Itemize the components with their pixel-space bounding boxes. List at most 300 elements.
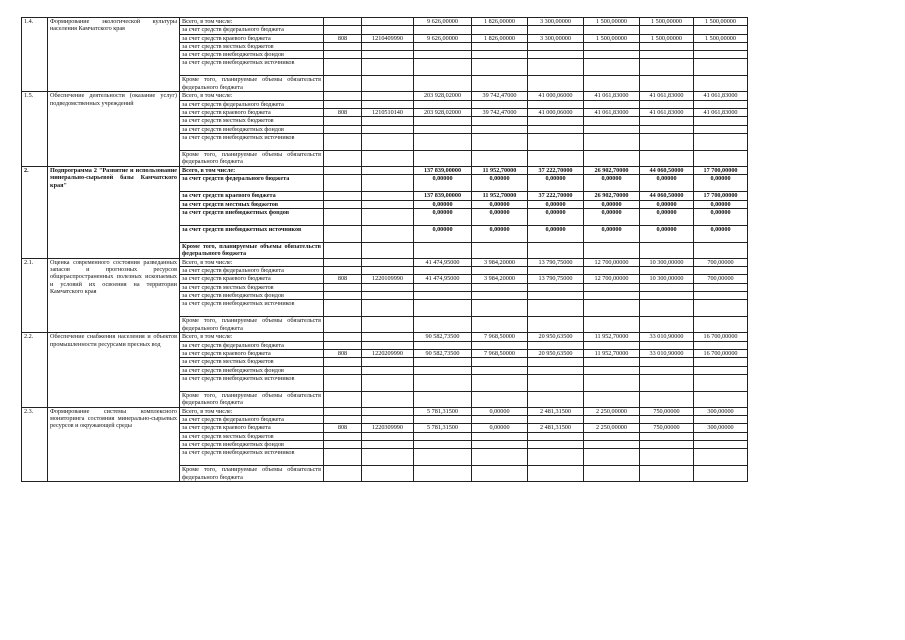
- amount-cell: [640, 292, 694, 300]
- budget-code: [362, 133, 414, 150]
- admin-code: [324, 18, 362, 26]
- budget-table-body: [22, 18, 748, 482]
- amount-cell: 0,00000: [528, 200, 584, 208]
- amount-cell: 41 061,83000: [640, 109, 694, 117]
- amount-cell: [694, 59, 748, 76]
- amount-cell: [414, 26, 472, 34]
- amount-cell: [472, 133, 528, 150]
- amount-cell: 11 952,70000: [472, 192, 528, 200]
- amount-cell: [584, 358, 640, 366]
- admin-code: [324, 208, 362, 225]
- amount-cell: 20 950,63500: [528, 349, 584, 357]
- budget-code: [362, 208, 414, 225]
- amount-cell: [640, 51, 694, 59]
- funding-source: Всего, в том числе:: [180, 92, 324, 100]
- amount-cell: 26 902,70000: [584, 166, 640, 174]
- budget-code: [362, 283, 414, 291]
- amount-cell: 12 700,00000: [584, 275, 640, 283]
- admin-code: 808: [324, 275, 362, 283]
- budget-code: [362, 416, 414, 424]
- amount-cell: 0,00000: [584, 208, 640, 225]
- budget-code: [362, 200, 414, 208]
- amount-cell: [472, 358, 528, 366]
- amount-cell: [528, 242, 584, 258]
- amount-cell: [640, 133, 694, 150]
- amount-cell: 0,00000: [694, 175, 748, 192]
- amount-cell: 41 061,83000: [584, 92, 640, 100]
- amount-cell: [694, 466, 748, 482]
- amount-cell: 17 700,00000: [694, 192, 748, 200]
- amount-cell: 41 474,95000: [414, 275, 472, 283]
- amount-cell: 137 839,00000: [414, 166, 472, 174]
- amount-cell: 44 060,50000: [640, 192, 694, 200]
- amount-cell: 20 950,63500: [528, 333, 584, 341]
- amount-cell: 0,00000: [584, 225, 640, 242]
- amount-cell: [472, 466, 528, 482]
- admin-code: [324, 133, 362, 150]
- amount-cell: 10 300,00000: [640, 258, 694, 266]
- budget-code: [362, 432, 414, 440]
- amount-cell: 90 582,73500: [414, 333, 472, 341]
- amount-cell: [694, 51, 748, 59]
- amount-cell: 2 250,00000: [584, 424, 640, 432]
- amount-cell: 39 742,47000: [472, 92, 528, 100]
- amount-cell: [472, 117, 528, 125]
- table-row: [22, 18, 748, 26]
- admin-code: [324, 432, 362, 440]
- amount-cell: [472, 100, 528, 108]
- admin-code: [324, 200, 362, 208]
- amount-cell: [584, 292, 640, 300]
- admin-code: 808: [324, 109, 362, 117]
- amount-cell: [584, 300, 640, 317]
- funding-source: за счет средств местных бюджетов: [180, 42, 324, 50]
- amount-cell: 44 060,50000: [640, 166, 694, 174]
- amount-cell: [414, 100, 472, 108]
- budget-code: [362, 225, 414, 242]
- table-row: [22, 258, 748, 266]
- amount-cell: 2 481,31500: [528, 424, 584, 432]
- amount-cell: [694, 133, 748, 150]
- amount-cell: [584, 449, 640, 466]
- amount-cell: [640, 374, 694, 391]
- admin-code: [324, 416, 362, 424]
- amount-cell: [528, 51, 584, 59]
- amount-cell: [472, 416, 528, 424]
- amount-cell: [472, 449, 528, 466]
- amount-cell: 41 000,06000: [528, 92, 584, 100]
- budget-code: [362, 374, 414, 391]
- amount-cell: 16 700,00000: [694, 349, 748, 357]
- amount-cell: 5 781,31500: [414, 424, 472, 432]
- budget-code: 1220109990: [362, 275, 414, 283]
- amount-cell: 11 952,70000: [584, 333, 640, 341]
- item-title: Формирование системы комплексного мониторинга состояния минерально-сырьевых ресурсов и окружающей среды: [48, 407, 180, 481]
- admin-code: [324, 92, 362, 100]
- amount-cell: [584, 366, 640, 374]
- amount-cell: [472, 51, 528, 59]
- amount-cell: 1 500,00000: [694, 18, 748, 26]
- amount-cell: 3 300,00000: [528, 18, 584, 26]
- amount-cell: [640, 117, 694, 125]
- budget-code: [362, 150, 414, 166]
- budget-code: [362, 317, 414, 333]
- amount-cell: [694, 300, 748, 317]
- amount-cell: [640, 341, 694, 349]
- amount-cell: 11 952,70000: [472, 166, 528, 174]
- amount-cell: 750,00000: [640, 424, 694, 432]
- amount-cell: 41 061,83000: [694, 92, 748, 100]
- amount-cell: [694, 117, 748, 125]
- amount-cell: [472, 267, 528, 275]
- amount-cell: [694, 292, 748, 300]
- budget-code: [362, 407, 414, 415]
- amount-cell: [528, 432, 584, 440]
- amount-cell: [694, 283, 748, 291]
- budget-code: 1210409990: [362, 34, 414, 42]
- admin-code: [324, 117, 362, 125]
- funding-source: за счет средств краевого бюджета: [180, 192, 324, 200]
- amount-cell: [472, 432, 528, 440]
- budget-code: [362, 258, 414, 266]
- budget-code: [362, 333, 414, 341]
- funding-source: за счет средств федерального бюджета: [180, 175, 324, 192]
- amount-cell: [640, 432, 694, 440]
- amount-cell: 12 700,00000: [584, 258, 640, 266]
- amount-cell: [640, 242, 694, 258]
- admin-code: [324, 407, 362, 415]
- amount-cell: 37 222,70000: [528, 192, 584, 200]
- amount-cell: [584, 42, 640, 50]
- amount-cell: [528, 283, 584, 291]
- amount-cell: [694, 242, 748, 258]
- amount-cell: 13 790,75000: [528, 258, 584, 266]
- amount-cell: 1 500,00000: [694, 34, 748, 42]
- amount-cell: [414, 267, 472, 275]
- amount-cell: 17 700,00000: [694, 166, 748, 174]
- amount-cell: 9 626,00000: [414, 34, 472, 42]
- amount-cell: [640, 42, 694, 50]
- admin-code: [324, 59, 362, 76]
- funding-source: за счет средств внебюджетных фондов: [180, 208, 324, 225]
- admin-code: [324, 391, 362, 407]
- amount-cell: [640, 283, 694, 291]
- amount-cell: [472, 26, 528, 34]
- amount-cell: [528, 416, 584, 424]
- budget-code: [362, 51, 414, 59]
- admin-code: [324, 333, 362, 341]
- admin-code: [324, 366, 362, 374]
- amount-cell: 41 474,95000: [414, 258, 472, 266]
- admin-code: [324, 150, 362, 166]
- table-row: [22, 333, 748, 341]
- amount-cell: 0,00000: [414, 208, 472, 225]
- funding-source: Всего, в том числе:: [180, 166, 324, 174]
- amount-cell: [640, 441, 694, 449]
- amount-cell: 0,00000: [694, 208, 748, 225]
- funding-source: Кроме того, планируемые объемы обязательств федерального бюджета: [180, 317, 324, 333]
- funding-source: за счет средств внебюджетных фондов: [180, 292, 324, 300]
- amount-cell: [472, 374, 528, 391]
- funding-source: за счет средств федерального бюджета: [180, 341, 324, 349]
- amount-cell: [584, 283, 640, 291]
- budget-code: [362, 300, 414, 317]
- amount-cell: 1 500,00000: [640, 18, 694, 26]
- amount-cell: [414, 242, 472, 258]
- amount-cell: [694, 374, 748, 391]
- amount-cell: [640, 391, 694, 407]
- amount-cell: 41 061,83000: [584, 109, 640, 117]
- funding-source: за счет средств внебюджетных источников: [180, 449, 324, 466]
- amount-cell: [694, 150, 748, 166]
- amount-cell: 1 826,00000: [472, 18, 528, 26]
- amount-cell: 1 500,00000: [584, 18, 640, 26]
- budget-code: [362, 267, 414, 275]
- amount-cell: 1 500,00000: [640, 34, 694, 42]
- amount-cell: 37 222,70000: [528, 166, 584, 174]
- funding-source: за счет средств федерального бюджета: [180, 100, 324, 108]
- amount-cell: [414, 133, 472, 150]
- budget-code: [362, 59, 414, 76]
- amount-cell: [414, 341, 472, 349]
- amount-cell: 41 061,83000: [694, 109, 748, 117]
- amount-cell: [414, 300, 472, 317]
- budget-code: [362, 358, 414, 366]
- admin-code: [324, 449, 362, 466]
- admin-code: [324, 292, 362, 300]
- amount-cell: [640, 358, 694, 366]
- amount-cell: [640, 125, 694, 133]
- amount-cell: [584, 317, 640, 333]
- budget-code: [362, 449, 414, 466]
- amount-cell: [528, 358, 584, 366]
- amount-cell: 0,00000: [694, 225, 748, 242]
- budget-code: 1210510140: [362, 109, 414, 117]
- admin-code: [324, 300, 362, 317]
- amount-cell: [694, 391, 748, 407]
- amount-cell: [414, 292, 472, 300]
- budget-code: [362, 166, 414, 174]
- budget-code: [362, 26, 414, 34]
- funding-source: за счет средств местных бюджетов: [180, 117, 324, 125]
- amount-cell: 41 061,83000: [640, 92, 694, 100]
- budget-code: [362, 441, 414, 449]
- amount-cell: [414, 51, 472, 59]
- admin-code: [324, 441, 362, 449]
- amount-cell: 0,00000: [472, 200, 528, 208]
- table-row: [22, 166, 748, 174]
- amount-cell: [694, 267, 748, 275]
- amount-cell: [584, 432, 640, 440]
- amount-cell: [640, 26, 694, 34]
- amount-cell: [414, 59, 472, 76]
- amount-cell: [414, 76, 472, 92]
- amount-cell: [584, 150, 640, 166]
- amount-cell: [414, 374, 472, 391]
- funding-source: Кроме того, планируемые объемы обязательств федерального бюджета: [180, 76, 324, 92]
- amount-cell: 13 790,75000: [528, 275, 584, 283]
- funding-source: за счет средств внебюджетных источников: [180, 374, 324, 391]
- amount-cell: 41 000,06000: [528, 109, 584, 117]
- amount-cell: 3 984,20000: [472, 275, 528, 283]
- funding-source: за счет средств внебюджетных источников: [180, 225, 324, 242]
- amount-cell: 3 300,00000: [528, 34, 584, 42]
- item-title: Формирование экологической культуры населения Камчатского края: [48, 18, 180, 92]
- amount-cell: [528, 76, 584, 92]
- amount-cell: [694, 416, 748, 424]
- admin-code: 808: [324, 34, 362, 42]
- amount-cell: [694, 76, 748, 92]
- item-number: 2.2.: [22, 333, 48, 407]
- amount-cell: [694, 358, 748, 366]
- amount-cell: [584, 117, 640, 125]
- amount-cell: 300,00000: [694, 424, 748, 432]
- admin-code: [324, 267, 362, 275]
- amount-cell: [414, 391, 472, 407]
- amount-cell: [472, 300, 528, 317]
- amount-cell: [528, 117, 584, 125]
- funding-source: за счет средств краевого бюджета: [180, 275, 324, 283]
- admin-code: 808: [324, 349, 362, 357]
- amount-cell: [640, 59, 694, 76]
- amount-cell: 33 010,90000: [640, 349, 694, 357]
- amount-cell: [640, 416, 694, 424]
- amount-cell: [414, 117, 472, 125]
- amount-cell: [528, 341, 584, 349]
- admin-code: [324, 76, 362, 92]
- amount-cell: 5 781,31500: [414, 407, 472, 415]
- funding-source: за счет средств краевого бюджета: [180, 424, 324, 432]
- amount-cell: [640, 100, 694, 108]
- amount-cell: [528, 42, 584, 50]
- amount-cell: [414, 125, 472, 133]
- amount-cell: [472, 59, 528, 76]
- funding-source: за счет средств федерального бюджета: [180, 267, 324, 275]
- funding-source: за счет средств краевого бюджета: [180, 349, 324, 357]
- amount-cell: [694, 432, 748, 440]
- amount-cell: [414, 416, 472, 424]
- amount-cell: 0,00000: [640, 175, 694, 192]
- amount-cell: [694, 317, 748, 333]
- funding-source: за счет средств местных бюджетов: [180, 358, 324, 366]
- amount-cell: [584, 76, 640, 92]
- amount-cell: [472, 42, 528, 50]
- amount-cell: [528, 125, 584, 133]
- budget-code: [362, 242, 414, 258]
- amount-cell: [640, 76, 694, 92]
- amount-cell: [414, 449, 472, 466]
- amount-cell: [414, 42, 472, 50]
- amount-cell: [472, 283, 528, 291]
- amount-cell: [584, 466, 640, 482]
- amount-cell: [528, 391, 584, 407]
- amount-cell: 0,00000: [414, 200, 472, 208]
- admin-code: [324, 283, 362, 291]
- amount-cell: 26 902,70000: [584, 192, 640, 200]
- admin-code: [324, 466, 362, 482]
- budget-code: [362, 42, 414, 50]
- funding-source: за счет средств местных бюджетов: [180, 200, 324, 208]
- amount-cell: [694, 125, 748, 133]
- amount-cell: 1 500,00000: [584, 34, 640, 42]
- item-number: 1.5.: [22, 92, 48, 166]
- amount-cell: [528, 292, 584, 300]
- admin-code: [324, 317, 362, 333]
- admin-code: [324, 26, 362, 34]
- amount-cell: [472, 150, 528, 166]
- funding-source: за счет средств внебюджетных источников: [180, 133, 324, 150]
- amount-cell: [414, 432, 472, 440]
- amount-cell: 0,00000: [584, 200, 640, 208]
- funding-source: за счет средств местных бюджетов: [180, 283, 324, 291]
- admin-code: [324, 51, 362, 59]
- funding-source: за счет средств внебюджетных источников: [180, 300, 324, 317]
- amount-cell: 10 300,00000: [640, 275, 694, 283]
- budget-table: [21, 17, 748, 482]
- amount-cell: 0,00000: [472, 208, 528, 225]
- amount-cell: 0,00000: [528, 175, 584, 192]
- item-title: Обеспечение деятельности (оказание услуг) подведомственных учреждений: [48, 92, 180, 166]
- budget-code: 1220209990: [362, 349, 414, 357]
- amount-cell: 0,00000: [472, 424, 528, 432]
- amount-cell: 203 928,02000: [414, 109, 472, 117]
- funding-source: Кроме того, планируемые объемы обязательств федерального бюджета: [180, 391, 324, 407]
- amount-cell: 700,00000: [694, 258, 748, 266]
- amount-cell: [472, 391, 528, 407]
- budget-code: [362, 391, 414, 407]
- amount-cell: [472, 242, 528, 258]
- budget-code: [362, 125, 414, 133]
- funding-source: Всего, в том числе:: [180, 333, 324, 341]
- table-row: [22, 407, 748, 415]
- amount-cell: [528, 59, 584, 76]
- amount-cell: [528, 441, 584, 449]
- funding-source: Всего, в том числе:: [180, 407, 324, 415]
- amount-cell: [414, 150, 472, 166]
- amount-cell: [528, 317, 584, 333]
- amount-cell: 11 952,70000: [584, 349, 640, 357]
- budget-code: [362, 76, 414, 92]
- funding-source: Кроме того, планируемые объемы обязательств федерального бюджета: [180, 466, 324, 482]
- admin-code: [324, 358, 362, 366]
- amount-cell: [414, 466, 472, 482]
- amount-cell: 1 826,00000: [472, 34, 528, 42]
- admin-code: [324, 258, 362, 266]
- amount-cell: [584, 341, 640, 349]
- item-title: Обеспечение снабжения населения и объектов промышленности ресурсами пресных вод: [48, 333, 180, 407]
- amount-cell: 300,00000: [694, 407, 748, 415]
- funding-source: за счет средств местных бюджетов: [180, 432, 324, 440]
- amount-cell: 39 742,47000: [472, 109, 528, 117]
- funding-source: за счет средств внебюджетных фондов: [180, 366, 324, 374]
- amount-cell: 2 250,00000: [584, 407, 640, 415]
- admin-code: [324, 125, 362, 133]
- amount-cell: [584, 51, 640, 59]
- amount-cell: [640, 267, 694, 275]
- table-row: [22, 92, 748, 100]
- amount-cell: 2 481,31500: [528, 407, 584, 415]
- admin-code: [324, 175, 362, 192]
- amount-cell: [584, 391, 640, 407]
- funding-source: Кроме того, планируемые объемы обязательств федерального бюджета: [180, 150, 324, 166]
- amount-cell: 7 968,50000: [472, 333, 528, 341]
- amount-cell: [528, 26, 584, 34]
- amount-cell: [472, 317, 528, 333]
- amount-cell: [694, 341, 748, 349]
- funding-source: за счет средств внебюджетных источников: [180, 59, 324, 76]
- admin-code: [324, 374, 362, 391]
- amount-cell: 3 984,20000: [472, 258, 528, 266]
